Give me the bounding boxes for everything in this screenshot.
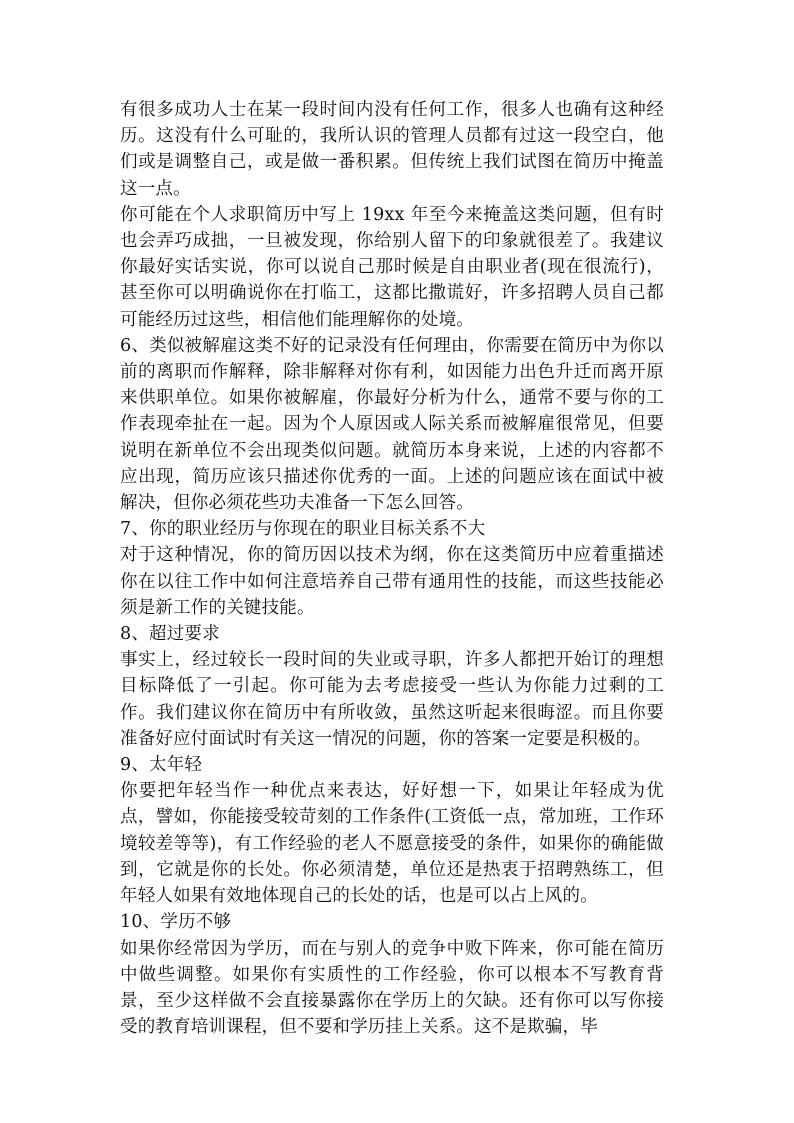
paragraph-gap-advice: 你可能在个人求职简历中写上 19xx 年至今来掩盖这类问题，但有时也会弄巧成拙，一旦被发现，你给别人留下的印象就很差了。我建议你最好实话实说，你可以说自己那时候是自由职业者(现在很流行)，甚至你可以明确说你在打临工，这都比撒谎好，许多招聘人员自己都可能经历过这些，相信他们能理解你的处境。: [120, 204, 664, 330]
heading-item-8: 8、超过要求: [120, 624, 220, 645]
document-body: [120, 97, 664, 1040]
heading-item-9: 9、太年轻: [120, 755, 203, 776]
heading-item-7: 7、你的职业经历与你现在的职业目标关系不大: [120, 519, 486, 540]
paragraph-gap-intro: 有很多成功人士在某一段时间内没有任何工作，很多人也确有这种经历。这没有什么可耻的，我所认识的管理人员都有过这一段空白，他们或是调整自己，或是做一番积累。但传统上我们试图在简历中掩盖这一点。: [120, 100, 664, 199]
paragraph-item-6-dismissal: 6、类似被解雇这类不好的记录没有任何理由，你需要在简历中为你以前的离职而作解释，除非解释对你有利，如因能力出色升迁而离开原来供职单位。如果你被解雇，你最好分析为什么，通常不要与你的工作表现牵扯在一起。因为个人原因或人际关系而被解雇很常见，但要说明在新单位不会出现类似问题。就简历本身来说，上述的内容都不应出现，简历应该只描述你优秀的一面。上述的问题应该在面试中被解决，但你必须花些功夫准备一下怎么回答。: [120, 335, 664, 514]
paragraph-item-7: 对于这种情况，你的简历因以技术为纲，你在这类简历中应着重描述你在以往工作中如何注意培养自己带有通用性的技能，而这些技能必须是新工作的关键技能。: [120, 545, 664, 618]
heading-item-10: 10、学历不够: [120, 912, 232, 933]
paragraph-item-10: 如果你经常因为学历，而在与别人的竞争中败下阵来，你可能在简历中做些调整。如果你有实质性的工作经验，你可以根本不写教育背景，至少这样做不会直接暴露你在学历上的欠缺。还有你可以写你接受的教育培训课程，但不要和学历挂上关系。这不是欺骗，毕: [120, 938, 664, 1038]
paragraph-item-9: 你要把年轻当作一种优点来表达，好好想一下，如果让年轻成为优点，譬如，你能接受较苛刻的工作条件(工资低一点，常加班，工作环境较差等等)，有工作经验的老人不愿意接受的条件，如果你的确能做到，它就是你的长处。你必须清楚，单位还是热衷于招聘熟练工，但年轻人如果有效地体现自己的长处的话，也是可以占上风的。: [120, 781, 664, 907]
paragraph-item-8: 事实上，经过较长一段时间的失业或寻职，许多人都把开始订的理想目标降低了一引起。你可能为去考虑接受一些认为你能力过剩的工作。我们建议你在简历中有所收敛，虽然这听起来很晦涩。而且你要准备好应付面试时有关这一情况的问题，你的答案一定要是积极的。: [120, 650, 664, 749]
